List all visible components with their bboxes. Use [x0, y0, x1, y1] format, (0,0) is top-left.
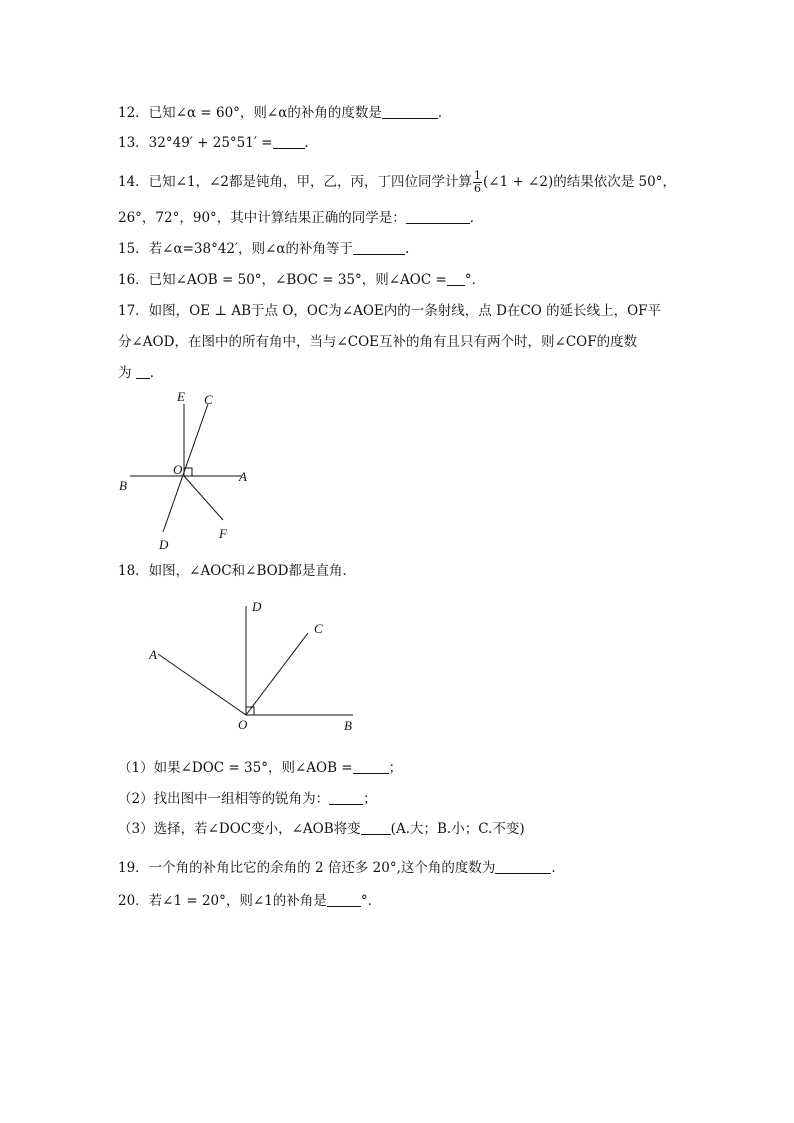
q14-answer-blank[interactable] — [406, 209, 470, 224]
q12-text: 12．已知∠α = 60°，则∠α的补角的度数是 — [118, 105, 382, 121]
figure-18 — [145, 596, 365, 736]
label-b: B — [344, 718, 352, 733]
q17-line1-text: 17．如图，OE ⊥ AB于点 O，OC为∠AOE内的一条射线，点 D在CO 的延长线上，OF平 — [118, 303, 662, 319]
label-e: E — [177, 389, 185, 404]
q18-p1-answer-blank[interactable] — [353, 759, 389, 774]
question-16 — [118, 271, 485, 289]
question-18 — [118, 562, 356, 580]
question-17-line3 — [118, 364, 163, 382]
q17-answer-blank[interactable] — [136, 364, 150, 379]
question-17-line1 — [118, 302, 661, 320]
q20-answer-blank[interactable] — [327, 892, 361, 907]
q18-p3-options: (A.大；B.小；C.不变) — [390, 821, 525, 837]
q14-fraction — [473, 170, 482, 195]
frac-denominator: 6 — [473, 182, 481, 195]
q14-line2-suffix: ． — [469, 210, 484, 226]
q13-answer-blank[interactable] — [273, 134, 305, 149]
label-b: B — [119, 478, 127, 493]
question-18-part2 — [118, 790, 377, 808]
label-c: C — [314, 621, 323, 636]
question-18-part3 — [118, 820, 525, 838]
q15-suffix: . — [405, 241, 410, 257]
q18-p1-suffix: ； — [388, 760, 403, 776]
label-f: F — [219, 526, 227, 541]
q16-text: 16．已知∠AOB = 50°，∠BOC = 35°，则∠AOC = — [118, 272, 447, 288]
q18-p2-answer-blank[interactable] — [329, 790, 363, 805]
q15-text: 15．若∠α=38°42′，则∠α的补角等于 — [118, 241, 354, 257]
q17-line2-text: 分∠AOD，在图中的所有角中，当与∠COE互补的角有且只有两个时，则∠COF的度数 — [118, 334, 638, 350]
figure-17 — [115, 388, 255, 558]
q14-suffix: 的结果依次是 50°， — [553, 174, 676, 190]
q16-answer-blank[interactable] — [447, 271, 465, 286]
q17-line3-suffix: ． — [149, 365, 164, 381]
label-c: C — [204, 392, 213, 407]
question-12 — [118, 104, 451, 122]
question-19 — [118, 859, 556, 877]
q13-suffix: ． — [304, 135, 319, 151]
q20-suffix: °． — [360, 893, 382, 909]
q16-suffix: °． — [464, 272, 486, 288]
ray-oc — [246, 633, 308, 715]
label-o: O — [173, 462, 183, 477]
label-d: D — [159, 537, 169, 552]
q18-p3-text: （3）选择，若∠DOC变小，∠AOB将变 — [118, 821, 361, 837]
q12-suffix: ． — [437, 105, 452, 121]
q15-answer-blank[interactable] — [353, 240, 405, 255]
label-a: A — [149, 647, 157, 662]
label-o: O — [238, 717, 248, 732]
q18-p1-text: （1）如果∠DOC = 35°，则∠AOB = — [118, 760, 353, 776]
question-14 — [118, 170, 676, 195]
question-20 — [118, 892, 381, 910]
q19-answer-blank[interactable] — [495, 859, 551, 874]
question-14-line2 — [118, 209, 483, 227]
q12-answer-blank[interactable] — [382, 104, 438, 119]
question-13 — [118, 134, 318, 152]
q18-p2-suffix: ； — [363, 791, 377, 807]
question-18-part1 — [118, 759, 402, 777]
question-15 — [118, 240, 409, 258]
ray-of — [184, 476, 223, 520]
frac-numerator: 1 — [473, 169, 481, 182]
q17-line3-text: 为 — [118, 365, 132, 381]
q18-p3-answer-blank[interactable] — [361, 820, 391, 835]
label-a: A — [239, 469, 247, 484]
q13-text: 13．32°49′ + 25°51′ = — [118, 135, 273, 151]
q18-stem: 18．如图，∠AOC和∠BOD都是直角． — [118, 563, 357, 579]
question-17-line2 — [118, 333, 637, 351]
ray-oa — [158, 654, 246, 715]
q14-line2-text: 26°，72°，90°，其中计算结果正确的同学是： — [118, 210, 406, 226]
q19-text: 19．一个角的补角比它的余角的 2 倍还多 20°,这个角的度数为 — [118, 860, 496, 876]
q14-text: 14．已知∠1，∠2都是钝角，甲，乙，丙，丁四位同学计算 — [118, 174, 472, 190]
q18-p2-text: （2）找出图中一组相等的锐角为： — [118, 791, 330, 807]
q14-expression: (∠1 + ∠2) — [482, 174, 554, 190]
q19-suffix: . — [551, 860, 556, 876]
label-d: D — [252, 599, 262, 614]
q20-text: 20．若∠1 = 20°，则∠1的补角是 — [118, 893, 327, 909]
